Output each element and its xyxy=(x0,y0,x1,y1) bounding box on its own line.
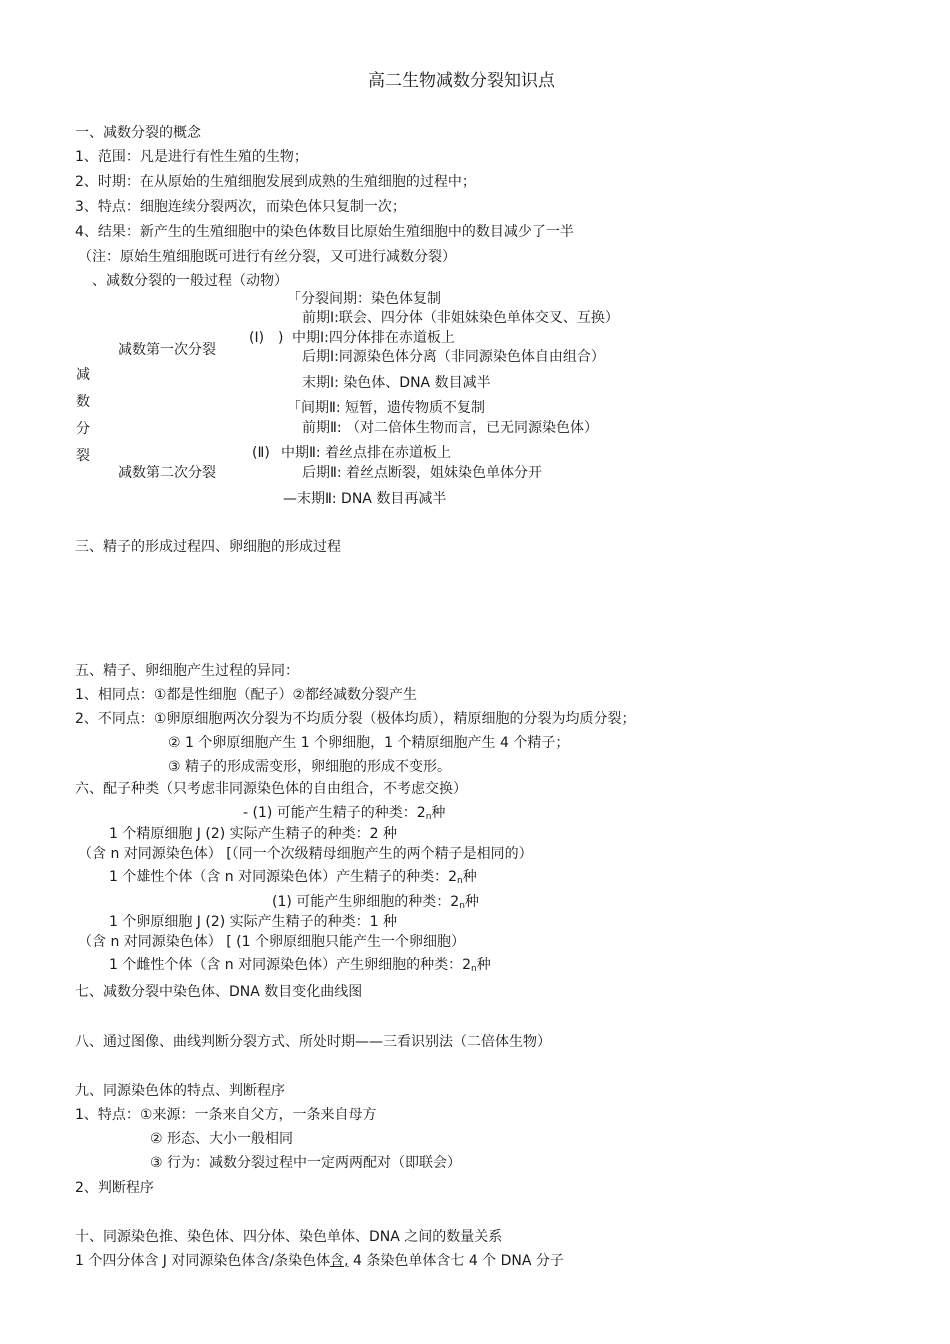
section-heading-9: 九、同源染色体的特点、判断程序 xyxy=(75,1083,285,1099)
gamete-line: (1) 可能产生卵细胞的种类：$2_n$种 xyxy=(272,894,479,911)
gamete-line: 1 个雌性个体（含 n 对同源染色体）产生卵细胞的种类：$2_n$种 xyxy=(109,957,491,974)
page-title: 高二生物减数分裂知识点 xyxy=(368,71,555,91)
stage-line: 中期Ⅱ: 着丝点排在赤道板上 xyxy=(281,445,452,461)
paragraph-line: 2、判断程序 xyxy=(75,1180,154,1196)
section-heading-6: 六、配子种类（只考虑非同源染色体的自由组合，不考虑交换） xyxy=(75,781,467,797)
vertical-char: 数 xyxy=(76,394,90,410)
second-division-label: 减数第二次分裂 xyxy=(118,465,216,481)
quantity-relation-line: 1 个四分体含 J 对同源染色体含/条染色体含, 4 条染色单体含七 4 个 DNA 分子 xyxy=(75,1253,564,1269)
section-heading-1: 一、减数分裂的概念 xyxy=(75,125,201,141)
stage-line: —末期Ⅱ: DNA 数目再减半 xyxy=(283,491,447,507)
section-heading-2: 、减数分裂的一般过程（动物） xyxy=(92,273,288,289)
paragraph-line: ② 形态、大小一般相同 xyxy=(150,1131,294,1147)
paragraph-line: 2、时期：在从原始的生殖细胞发展到成熟的生殖细胞的过程中； xyxy=(75,174,476,190)
paragraph-line: ③ 行为：减数分裂过程中一定两两配对（即联会） xyxy=(150,1155,461,1171)
paragraph-line: 1、相同点：①都是性细胞（配子）②都经减数分裂产生 xyxy=(75,687,418,703)
paragraph-line: 3、特点：细胞连续分裂两次，而染色体只复制一次； xyxy=(75,199,406,215)
paragraph-line: 1、特点：①来源：一条来自父方，一条来自母方 xyxy=(75,1107,377,1123)
gamete-line: 1 个卵原细胞 J (2) 实际产生精子的种类：1 种 xyxy=(109,914,398,930)
stage-line: 后期Ⅰ:同源染色体分离（非同源染色体自由组合） xyxy=(302,349,605,365)
stage-line: 「分裂间期：染色体复制 xyxy=(287,291,441,307)
section-heading-8: 八、通过图像、曲线判断分裂方式、所处时期——三看识别法（二倍体生物） xyxy=(75,1034,551,1050)
vertical-char: 减 xyxy=(76,367,90,383)
note-line: （注：原始生殖细胞既可进行有丝分裂，又可进行减数分裂） xyxy=(78,249,456,265)
paragraph-line: 1、范围：凡是进行有性生殖的生物； xyxy=(75,149,308,165)
gamete-line: 1 个精原细胞 J (2) 实际产生精子的种类：2 种 xyxy=(109,826,398,842)
vertical-label-meiosis xyxy=(73,362,93,470)
vertical-char: 裂 xyxy=(76,448,90,464)
paragraph-line: ② 1 个卵原细胞产生 1 个卵细胞，1 个精原细胞产生 4 个精子； xyxy=(168,735,570,751)
stage-line: 「间期Ⅱ: 短暂，遗传物质不复制 xyxy=(287,400,486,416)
stage-line: 末期Ⅰ: 染色体、DNA 数目减半 xyxy=(302,375,491,391)
section-heading-7: 七、减数分裂中染色体、DNA 数目变化曲线图 xyxy=(75,984,363,1000)
stage-line: 前期Ⅰ:联会、四分体（非姐妹染色单体交叉、互换） xyxy=(302,310,619,326)
gamete-line: （含 n 对同源染色体） [ (1 个卵原细胞只能产生一个卵细胞） xyxy=(78,934,465,950)
stage-line: 中期Ⅰ:四分体排在赤道板上 xyxy=(292,330,455,346)
stage-line: 后期Ⅱ: 着丝点断裂，姐妹染色单体分开 xyxy=(302,465,543,481)
paragraph-line: 2、不同点：①卵原细胞两次分裂为不均质分裂（极体均质），精原细胞的分裂为均质分裂； xyxy=(75,711,636,727)
section-heading-10: 十、同源染色推、染色体、四分体、染色单体、DNA 之间的数量关系 xyxy=(75,1229,503,1245)
first-division-roman: (I) ) xyxy=(249,330,284,346)
section-heading-5: 五、精子、卵细胞产生过程的异同： xyxy=(75,663,299,679)
stage-line: 前期Ⅱ: （对二倍体生物而言，已无同源染色体） xyxy=(302,420,599,436)
paragraph-line: 4、结果：新产生的生殖细胞中的染色体数目比原始生殖细胞中的数目减少了一半 xyxy=(75,224,574,240)
gamete-line: 1 个雄性个体（含 n 对同源染色体）产生精子的种类：$2_n$种 xyxy=(109,869,477,886)
paragraph-line: ③ 精子的形成需变形，卵细胞的形成不变形。 xyxy=(168,759,451,775)
section-heading-3: 三、精子的形成过程四、卵细胞的形成过程 xyxy=(75,539,341,555)
gamete-line: （含 n 对同源染色体） [（同一个次级精母细胞产生的两个精子是相同的） xyxy=(78,846,533,862)
gamete-line: - (1) 可能产生精子的种类：$2_n$种 xyxy=(243,805,446,822)
second-division-roman: (Ⅱ) xyxy=(252,445,270,461)
vertical-char: 分 xyxy=(76,421,90,437)
first-division-label: 减数第一次分裂 xyxy=(118,342,216,358)
